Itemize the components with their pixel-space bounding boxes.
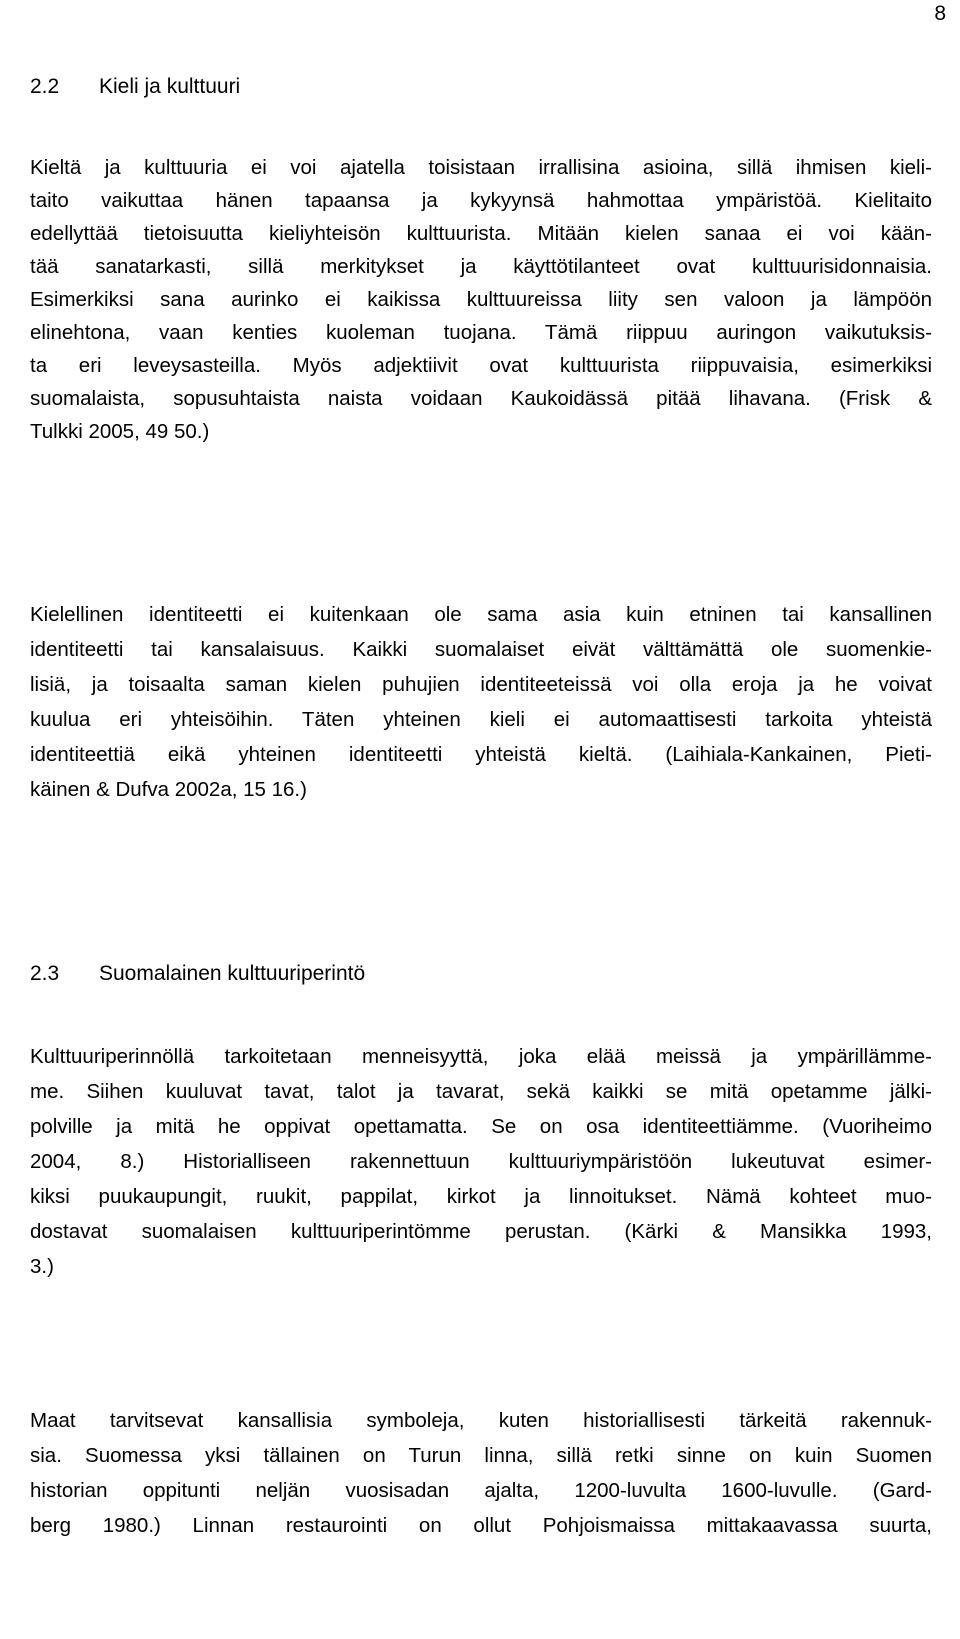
text-line: ta eri leveysasteilla. Myös adjektiivit ovat kulttuurista riippuvaisia, esimerkiksi	[30, 354, 932, 377]
text-line: 2004, 8.) Historialliseen rakennettuun kulttuuriympäristöön lukeutuvat esimer-	[30, 1150, 932, 1173]
section-title: Suomalainen kulttuuriperintö	[99, 962, 366, 985]
text-line: me. Siihen kuuluvat tavat, talot ja tavarat, sekä kaikki se mitä opetamme jälki-	[30, 1080, 932, 1103]
text-line: Maat tarvitsevat kansallisia symboleja, kuten historiallisesti tärkeitä rakennuk-	[30, 1409, 932, 1432]
section-number: 2.2	[30, 75, 60, 98]
text-line: Esimerkiksi sana aurinko ei kaikissa kulttuureissa liity sen valoon ja lämpöön	[30, 288, 932, 311]
text-line: sia. Suomessa yksi tällainen on Turun linna, sillä retki sinne on kuin Suomen	[30, 1444, 932, 1467]
paragraph	[30, 1045, 932, 1279]
page-number: 8	[934, 2, 946, 25]
text-line: kiksi puukaupungit, ruukit, pappilat, kirkot ja linnoitukset. Nämä kohteet muo-	[30, 1185, 932, 1208]
section-title: Kieli ja kulttuuri	[99, 75, 241, 98]
paragraph	[30, 156, 932, 444]
paragraph	[30, 1409, 932, 1538]
text-line: Kieltä ja kulttuuria ei voi ajatella toisistaan irrallisina asioina, sillä ihmisen kieli-	[30, 156, 932, 179]
text-line: lisiä, ja toisaalta saman kielen puhujien identiteeteissä voi olla eroja ja he voivat	[30, 673, 932, 696]
text-line: edellyttää tietoisuutta kieliyhteisön kulttuurista. Mitään kielen sanaa ei voi kään-	[30, 222, 932, 245]
text-line: polville ja mitä he oppivat opettamatta. Se on osa identiteettiämme. (Vuoriheimo	[30, 1115, 932, 1138]
text-line: 3.)	[30, 1255, 54, 1278]
section-number: 2.3	[30, 962, 60, 985]
text-line: taito vaikuttaa hänen tapaansa ja kykyynsä hahmottaa ympäristöä. Kielitaito	[30, 189, 932, 212]
text-line: käinen & Dufva 2002a, 15 16.)	[30, 778, 307, 801]
text-line: identiteetti tai kansalaisuus. Kaikki suomalaiset eivät välttämättä ole suomenkie-	[30, 638, 932, 661]
text-line: tää sanatarkasti, sillä merkitykset ja käyttötilanteet ovat kulttuurisidonnaisia.	[30, 255, 932, 278]
text-line: Tulkki 2005, 49 50.)	[30, 420, 210, 443]
text-line: berg 1980.) Linnan restaurointi on ollut Pohjoismaissa mittakaavassa suurta,	[30, 1514, 932, 1537]
text-line: Kielellinen identiteetti ei kuitenkaan ole sama asia kuin etninen tai kansallinen	[30, 603, 932, 626]
text-line: Kulttuuriperinnöllä tarkoitetaan menneisyyttä, joka elää meissä ja ympärillämme-	[30, 1045, 932, 1068]
text-line: kuulua eri yhteisöihin. Täten yhteinen kieli ei automaattisesti tarkoita yhteistä	[30, 708, 932, 731]
text-line: identiteettiä eikä yhteinen identiteetti yhteistä kieltä. (Laihiala-Kankainen, Pieti-	[30, 743, 932, 766]
paragraph	[30, 603, 932, 802]
text-line: elinehtona, vaan kenties kuoleman tuojana. Tämä riippuu auringon vaikutuksis-	[30, 321, 932, 344]
text-line: historian oppitunti neljän vuosisadan ajalta, 1200-luvulta 1600-luvulle. (Gard-	[30, 1479, 932, 1502]
text-line: suomalaista, sopusuhtaista naista voidaan Kaukoidässä pitää lihavana. (Frisk &	[30, 387, 932, 410]
section-heading-2-2	[30, 75, 240, 99]
section-heading-2-3	[30, 962, 365, 986]
text-line: dostavat suomalaisen kulttuuriperintömme perustan. (Kärki & Mansikka 1993,	[30, 1220, 932, 1243]
